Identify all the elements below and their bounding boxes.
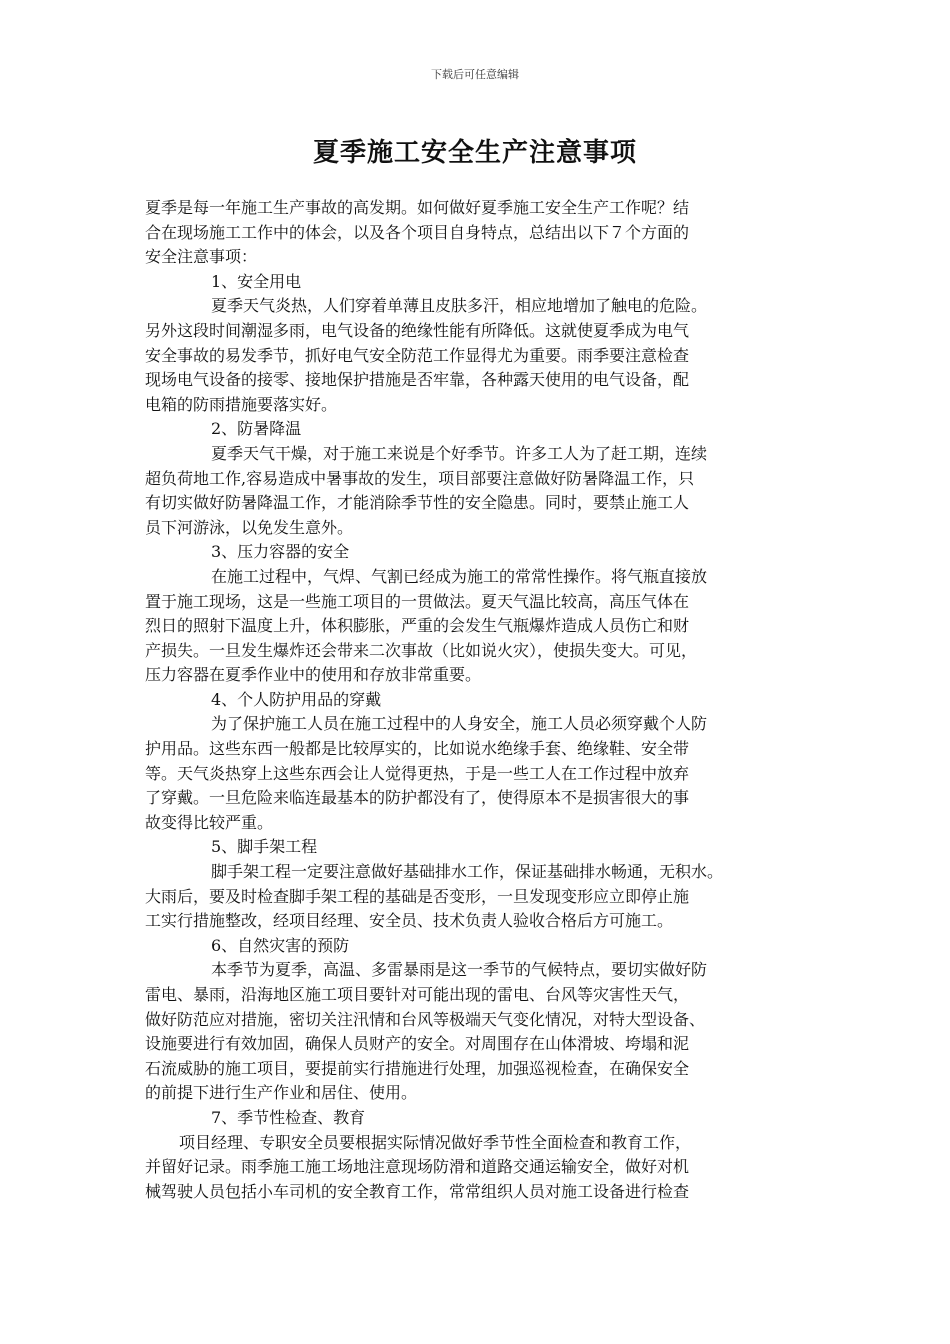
text-line: 安全注意事项： bbox=[145, 247, 258, 267]
text-line: 电箱的防雨措施要落实好。 bbox=[145, 394, 338, 414]
text-line: 另外这段时间潮湿多雨，电气设备的绝缘性能有所降低。这就使夏季成为电气 bbox=[145, 320, 690, 340]
text-line: 夏季天气干燥，对于施工来说是个好季节。许多工人为了赶工期，连续 bbox=[211, 443, 708, 463]
text-line: 3、压力容器的安全 bbox=[211, 542, 350, 562]
text-line: 5、脚手架工程 bbox=[211, 837, 318, 857]
text-line: 6、自然灾害的预防 bbox=[211, 935, 350, 955]
text-line: 在施工过程中，气焊、气割已经成为施工的常常性操作。将气瓶直接放 bbox=[211, 566, 708, 586]
text-line: 安全事故的易发季节，抓好电气安全防范工作显得尤为重要。雨季要注意检查 bbox=[145, 345, 690, 365]
text-line: 产损失。一旦发生爆炸还会带来二次事故（比如说火灾），使损失变大。可见， bbox=[145, 640, 698, 660]
header-note: 下载后可任意编辑 bbox=[431, 68, 519, 81]
text-line: 7、季节性检查、教育 bbox=[211, 1107, 366, 1127]
text-line: 2、防暑降温 bbox=[211, 419, 302, 439]
text-line: 4、个人防护用品的穿戴 bbox=[211, 689, 382, 709]
text-line: 故变得比较严重。 bbox=[145, 812, 274, 832]
text-line: 合在现场施工工作中的体会，以及各个项目自身特点，总结出以下７个方面的 bbox=[145, 222, 690, 242]
text-line: 烈日的照射下温度上升，体积膨胀，严重的会发生气瓶爆炸造成人员伤亡和财 bbox=[145, 616, 690, 636]
text-line: 为了保护施工人员在施工过程中的人身安全，施工人员必须穿戴个人防 bbox=[211, 714, 708, 734]
text-line: 护用品。这些东西一般都是比较厚实的，比如说水绝缘手套、绝缘鞋、安全带 bbox=[145, 739, 690, 759]
text-line: 夏季是每一年施工生产事故的高发期。如何做好夏季施工安全生产工作呢？结 bbox=[145, 198, 690, 217]
text-line: 有切实做好防暑降温工作，才能消除季节性的安全隐患。同时，要禁止施工人 bbox=[145, 493, 690, 513]
text-line: 工实行措施整改，经项目经理、安全员、技术负责人验收合格后方可施工。 bbox=[145, 911, 674, 931]
page-title: 夏季施工安全生产注意事项 bbox=[312, 138, 637, 168]
text-line: 械驾驶人员包括小车司机的安全教育工作，常常组织人员对施工设备进行检查 bbox=[145, 1181, 690, 1201]
text-line: 员下河游泳，以免发生意外。 bbox=[145, 517, 354, 537]
text-line: 做好防范应对措施，密切关注汛情和台风等极端天气变化情况，对特大型设备、 bbox=[145, 1009, 706, 1029]
text-line: 项目经理、专职安全员要根据实际情况做好季节性全面检查和教育工作， bbox=[179, 1132, 692, 1152]
text-line: 1、安全用电 bbox=[211, 271, 302, 291]
text-line: 并留好记录。雨季施工施工场地注意现场防滑和道路交通运输安全，做好对机 bbox=[145, 1157, 690, 1177]
text-line: 大雨后，要及时检查脚手架工程的基础是否变形，一旦发现变形应立即停止施 bbox=[145, 886, 690, 906]
text-line: 的前提下进行生产作业和居住、使用。 bbox=[145, 1083, 418, 1103]
text-line: 置于施工现场，这是一些施工项目的一贯做法。夏天气温比较高，高压气体在 bbox=[145, 591, 690, 611]
text-line: 本季节为夏季，高温、多雷暴雨是这一季节的气候特点，要切实做好防 bbox=[211, 960, 708, 980]
text-line: 现场电气设备的接零、接地保护措施是否牢靠，各种露天使用的电气设备，配 bbox=[145, 370, 690, 390]
text-line: 雷电、暴雨，沿海地区施工项目要针对可能出现的雷电、台风等灾害性天气， bbox=[145, 985, 690, 1004]
text-line: 压力容器在夏季作业中的使用和存放非常重要。 bbox=[145, 665, 482, 685]
text-line: 设施要进行有效加固，确保人员财产的安全。对周围存在山体滑坡、垮塌和泥 bbox=[145, 1034, 690, 1054]
text-line: 夏季天气炎热，人们穿着单薄且皮肤多汗，相应地增加了触电的危险。 bbox=[211, 296, 708, 316]
text-line: 石流威胁的施工项目，要提前实行措施进行处理，加强巡视检查，在确保安全 bbox=[145, 1058, 690, 1078]
document-body bbox=[145, 196, 815, 1204]
text-line: 超负荷地工作,容易造成中暑事故的发生，项目部要注意做好防暑降温工作，只 bbox=[145, 468, 695, 488]
text-line: 了穿戴。一旦危险来临连最基本的防护都没有了，使得原本不是损害很大的事 bbox=[145, 788, 690, 808]
text-line: 脚手架工程一定要注意做好基础排水工作，保证基础排水畅通，无积水。 bbox=[211, 862, 724, 882]
text-line: 等。天气炎热穿上这些东西会让人觉得更热，于是一些工人在工作过程中放弃 bbox=[145, 763, 690, 783]
